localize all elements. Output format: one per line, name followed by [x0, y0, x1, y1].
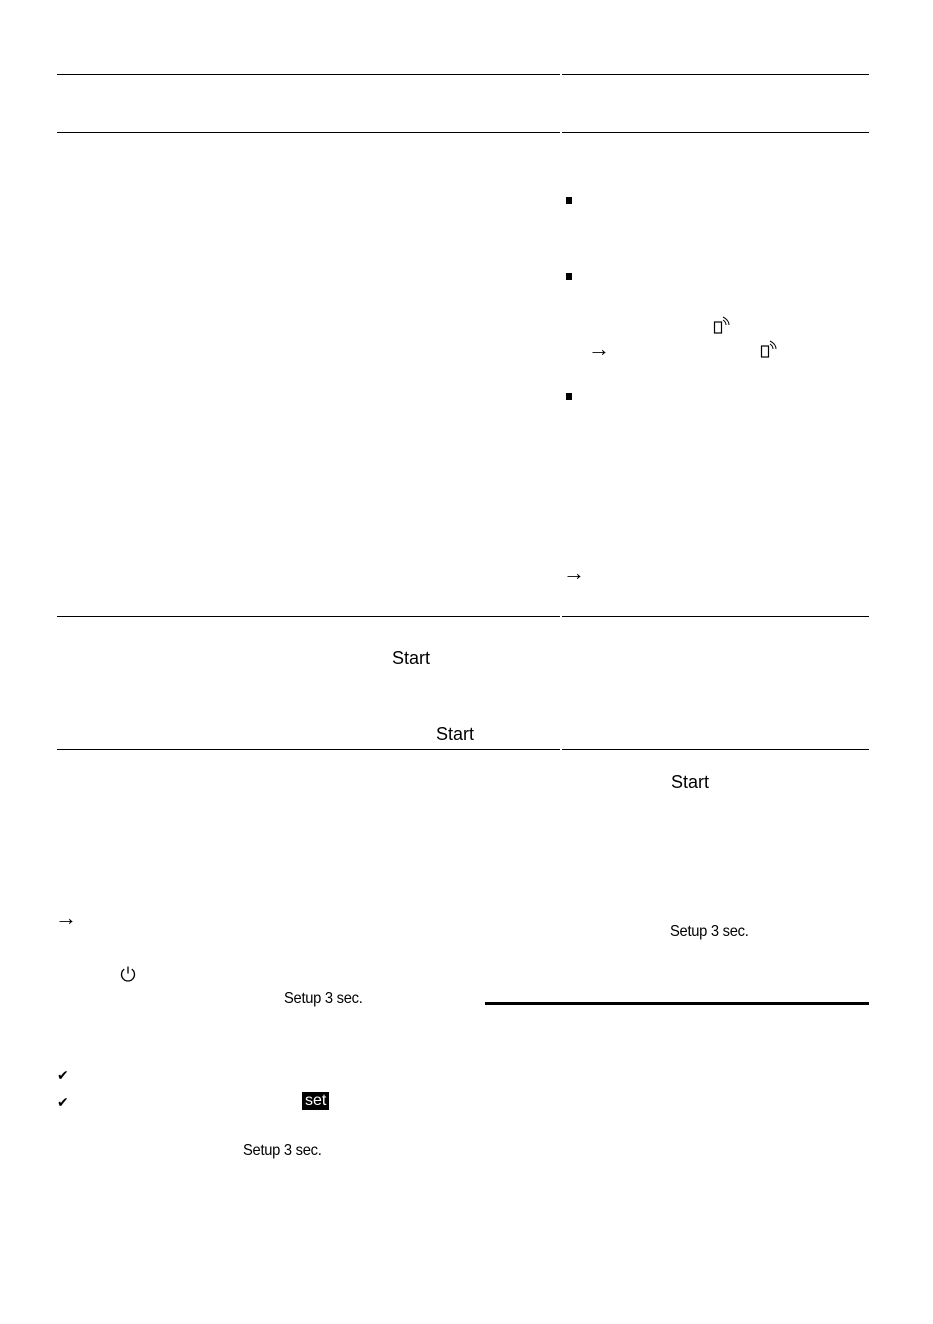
- start-button-label: Start: [436, 724, 475, 744]
- row1-bottom-rule-left: [57, 616, 560, 617]
- result-arrow-icon: →: [588, 336, 610, 361]
- set-display-badge: set: [302, 1092, 329, 1110]
- row2-bottom-rule-left: [57, 749, 560, 750]
- remote-phone-icon: [760, 340, 778, 360]
- list-bullet: [566, 197, 572, 204]
- check-icon: ✔: [57, 1067, 69, 1083]
- list-bullet: [566, 273, 572, 280]
- start-button-label: Start: [392, 648, 431, 668]
- start-button-label: Start: [671, 772, 710, 792]
- row1-bottom-rule-right: [562, 616, 869, 617]
- setup-button-label: Setup 3 sec.: [284, 990, 363, 1007]
- header-bottom-rule-right: [562, 132, 869, 133]
- list-bullet: [566, 393, 572, 400]
- setup-button-label: Setup 3 sec.: [243, 1142, 322, 1159]
- row2-bottom-rule-right: [562, 749, 869, 750]
- result-arrow-icon: →: [55, 905, 77, 930]
- table-top-rule-right: [562, 74, 869, 75]
- power-icon: [119, 965, 137, 983]
- section-end-rule: [485, 1002, 869, 1005]
- setup-button-label: Setup 3 sec.: [670, 923, 749, 940]
- table-top-rule-left: [57, 74, 560, 75]
- result-arrow-icon: →: [563, 560, 585, 585]
- remote-phone-icon: [713, 316, 731, 336]
- check-icon: ✔: [57, 1094, 69, 1110]
- header-bottom-rule-left: [57, 132, 560, 133]
